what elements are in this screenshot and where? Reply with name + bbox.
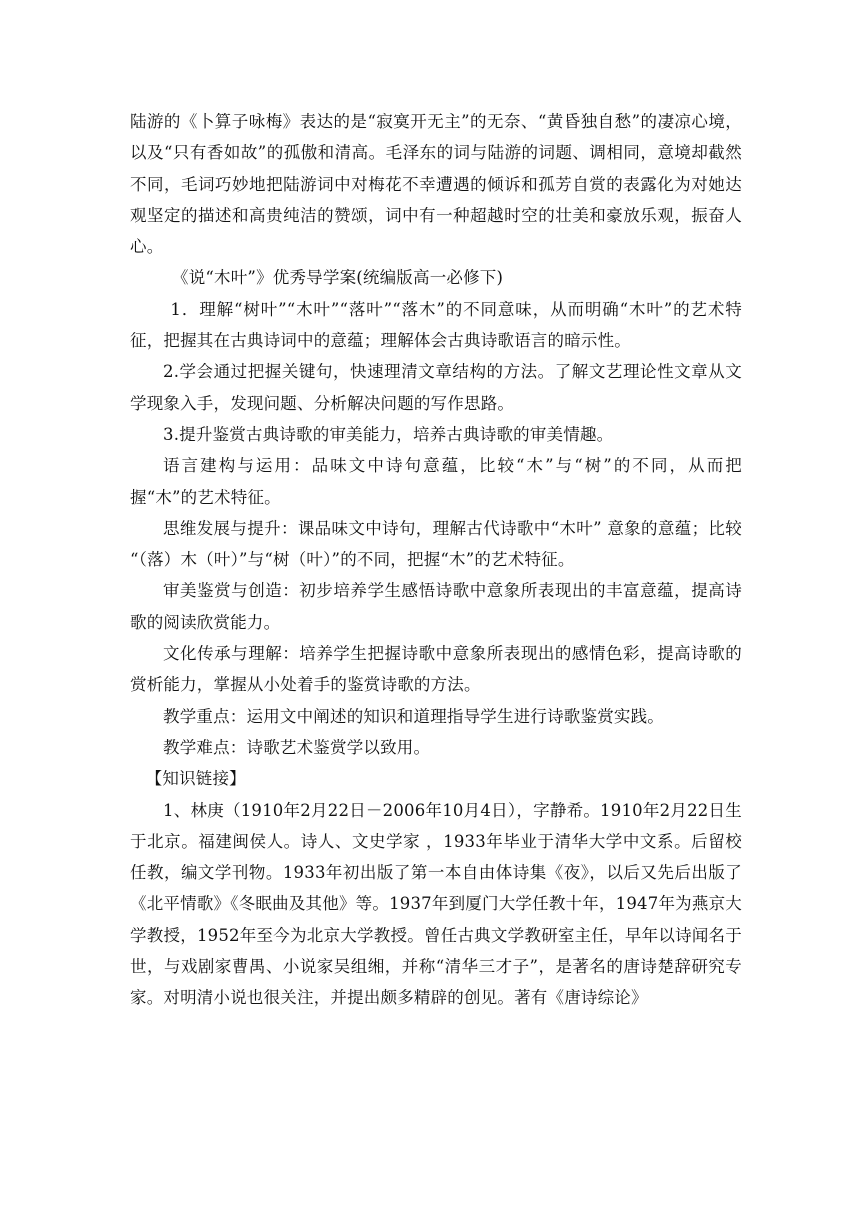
knowledge-link-heading: 【知识链接】 [145, 769, 246, 789]
literacy-culture: 文化传承与理解：培养学生把握诗歌中意象所表现出的感情色彩，提高诗歌的赏析能力，掌握从小处着手的鉴赏诗歌的方法。 [130, 644, 742, 695]
literacy-language: 语言建构与运用：品味文中诗句意蕴，比较“木”与“树”的不同，从而把握“木”的艺术特征。 [130, 456, 742, 507]
teaching-difficult-point: 教学难点：诗歌艺术鉴赏学以致用。 [163, 737, 431, 757]
literacy-thinking: 思维发展与提升：课品味文中诗句，理解古代诗歌中“木叶” 意象的意蕴；比较 “（落）木（叶）”与“树（叶）”的不同，把握“木”的艺术特征。 [130, 518, 742, 570]
learning-goal-2: 2.学会通过把握关键句，快速理清文章结构的方法。了解文艺理论性文章从文学现象入手，发现问题、分析解决问题的写作思路。 [130, 362, 742, 413]
knowledge-link-paragraph: 1、林庚（1910年2月22日－2006年10月4日），字静希。1910年2月22日生于北京。福建闽侯人。诗人、文史学家 ，1933年毕业于清华大学中文系。后留校任教，编文学刊物。1933年初出版了第一本自由体诗集《夜》，以后又先后出版了《北平情歌》《冬眠曲及其他》等。1937年到厦门大学任教十年，1947年为燕京大学教授，1952年至今为北京大学教授。曾任古典文学教研室主任，早年以诗闻名于世，与戏剧家曹禺、小说家吴组缃，并称“清华三才子”，是著名的唐诗楚辞研究专家。对明清小说也很关注，并提出颇多精辟的创见。著有《唐诗综论》 [130, 800, 742, 1008]
document-body [130, 106, 742, 1014]
intro-paragraph: 陆游的《卜算子咏梅》表达的是“寂寞开无主”的无奈、“黄昏独自愁”的凄凉心境，以及“只有香如故”的孤傲和清高。毛泽东的词与陆游的词题、调相同，意境却截然不同，毛词巧妙地把陆游词中对梅花不幸遭遇的倾诉和孤芳自赏的表露化为对她达观坚定的描述和高贵纯洁的赞颂，词中有一种超越时空的壮美和豪放乐观，振奋人心。 [130, 112, 742, 257]
teaching-key-point: 教学重点：运用文中阐述的知识和道理指导学生进行诗歌鉴赏实践。 [163, 706, 664, 726]
learning-goal-1: 1．理解“树叶”“木叶”“落叶”“落木”的不同意味，从而明确“木叶”的艺术特征，把握其在古典诗词中的意蕴；理解体会古典诗歌语言的暗示性。 [130, 299, 742, 351]
learning-goal-3: 3.提升鉴赏古典诗歌的审美能力，培养古典诗歌的审美情趣。 [163, 424, 614, 444]
literacy-aesthetic: 审美鉴赏与创造：初步培养学生感悟诗歌中意象所表现出的丰富意蕴，提高诗歌的阅读欣赏能力。 [130, 581, 742, 632]
document-title: 《说“木叶”》优秀导学案(统编版高一必修下) [172, 268, 504, 288]
